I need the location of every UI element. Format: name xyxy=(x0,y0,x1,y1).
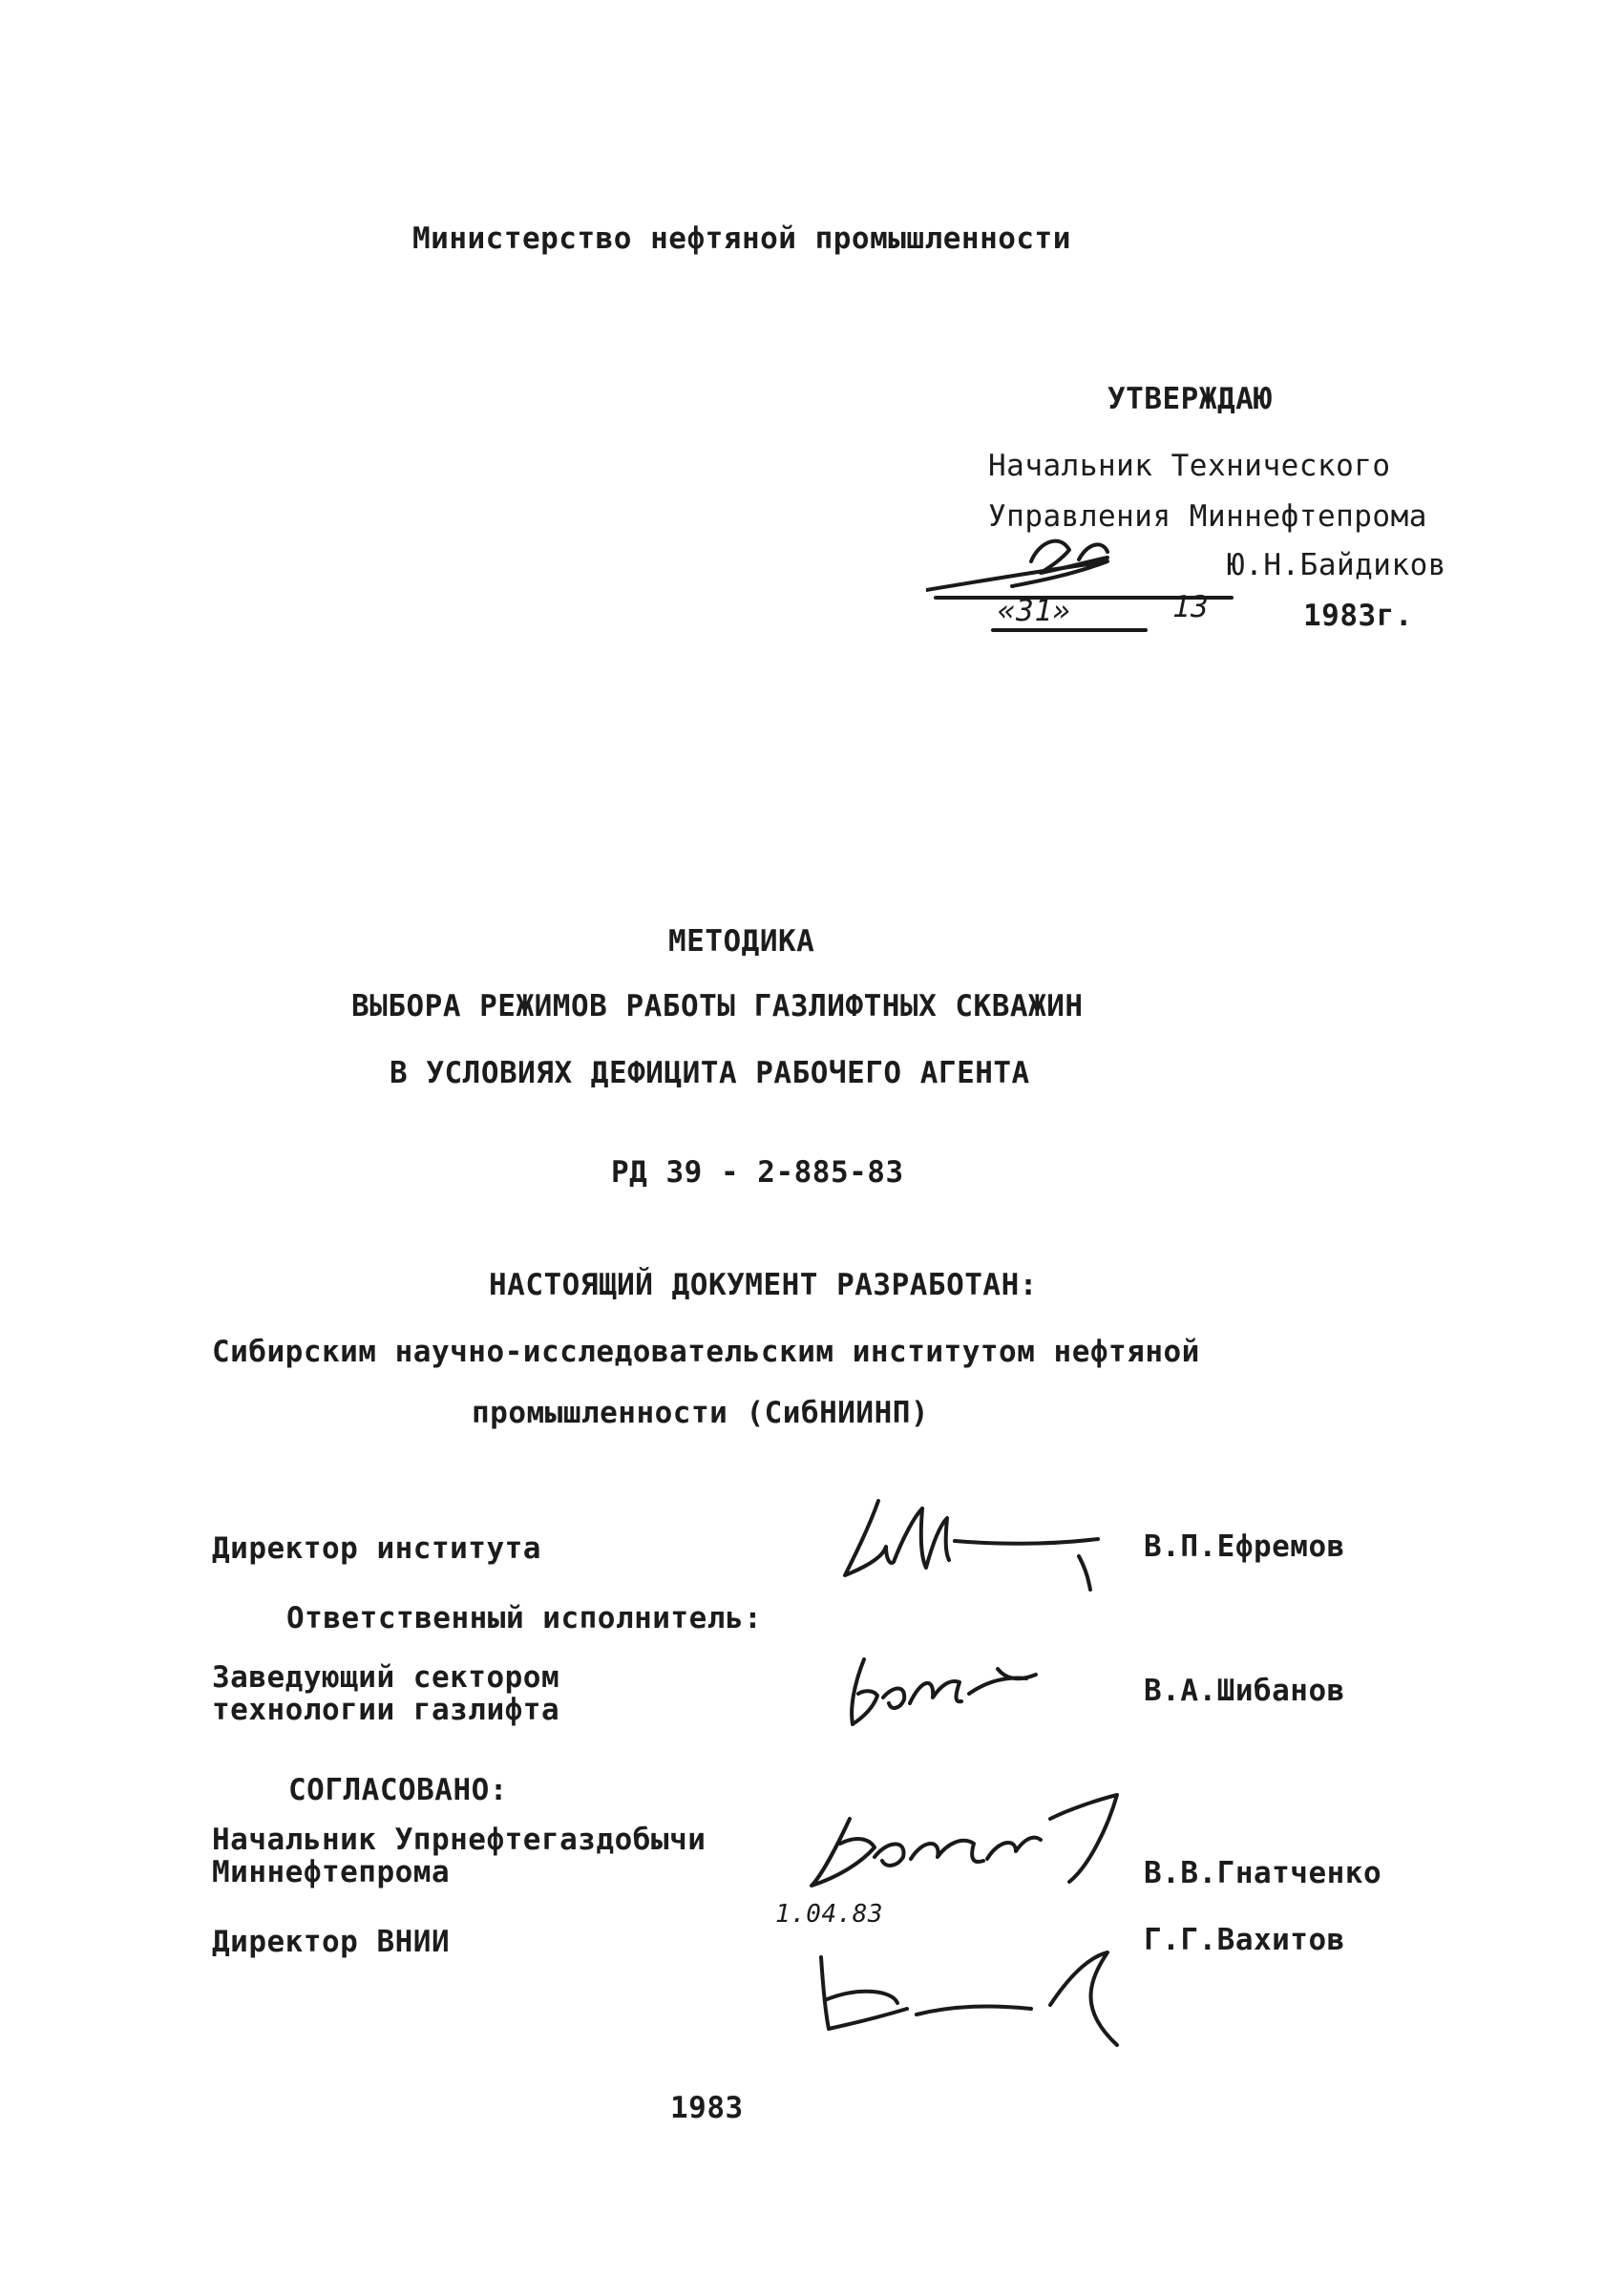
agreed-signature-2 xyxy=(802,1948,1165,2053)
agreed-role1-line2: Миннефтепрома xyxy=(212,1855,451,1889)
approver-signature xyxy=(926,523,1251,647)
responsible-executor-heading: Ответственный исполнитель: xyxy=(286,1601,763,1635)
approver-position-line1: Начальник Технического xyxy=(988,449,1391,483)
document-title-line1: ВЫБОРА РЕЖИМОВ РАБОТЫ ГАЗЛИФТНЫХ СКВАЖИН xyxy=(351,989,1084,1023)
head-of-sector-name: В.А.Шибанов xyxy=(1144,1674,1345,1708)
approval-date-day: «31» xyxy=(998,594,1071,628)
document-year: 1983 xyxy=(670,2091,744,2125)
agreed-role1-line1: Начальник Упрнефтегаздобычи xyxy=(212,1823,707,1857)
developer-line1: Сибирским научно-исследовательским институтом нефтяной xyxy=(212,1335,1200,1369)
head-of-sector-signature xyxy=(835,1640,1065,1736)
agreed-name1: В.В.Гнатченко xyxy=(1144,1856,1382,1890)
approver-position-line2: Управления Миннефтепрома xyxy=(988,499,1427,534)
agreed-role2: Директор ВНИИ xyxy=(212,1925,451,1959)
developer-heading: НАСТОЯЩИЙ ДОКУМЕНТ РАЗРАБОТАН: xyxy=(489,1268,1038,1302)
developer-line2: промышленности (СибНИИНП) xyxy=(472,1396,930,1430)
ministry-name: Министерство нефтяной промышленности xyxy=(412,221,1071,256)
approval-date-year: 1983г. xyxy=(1303,599,1413,633)
document-code: РД 39 - 2-885-83 xyxy=(611,1155,904,1190)
agreed-signature-1 xyxy=(783,1790,1146,1905)
agreed-name2: Г.Г.Вахитов xyxy=(1144,1923,1345,1957)
approval-date-month: 13 xyxy=(1172,590,1210,624)
director-name: В.П.Ефремов xyxy=(1144,1529,1345,1564)
agreed-heading: СОГЛАСОВАНО: xyxy=(288,1773,508,1807)
approver-name: Ю.Н.Байдиков xyxy=(1227,548,1446,582)
document-title-line2: В УСЛОВИЯХ ДЕФИЦИТА РАБОЧЕГО АГЕНТА xyxy=(390,1056,1030,1090)
agreed-signature-1-date: 1.04.83 xyxy=(775,1900,884,1929)
director-signature xyxy=(831,1489,1155,1594)
director-role: Директор института xyxy=(212,1531,541,1566)
head-of-sector-role-line1: Заведующий сектором xyxy=(212,1660,560,1695)
document-type-title: МЕТОДИКА xyxy=(668,924,815,959)
approval-heading: УТВЕРЖДАЮ xyxy=(1107,382,1273,416)
head-of-sector-role-line2: технологии газлифта xyxy=(212,1693,560,1727)
